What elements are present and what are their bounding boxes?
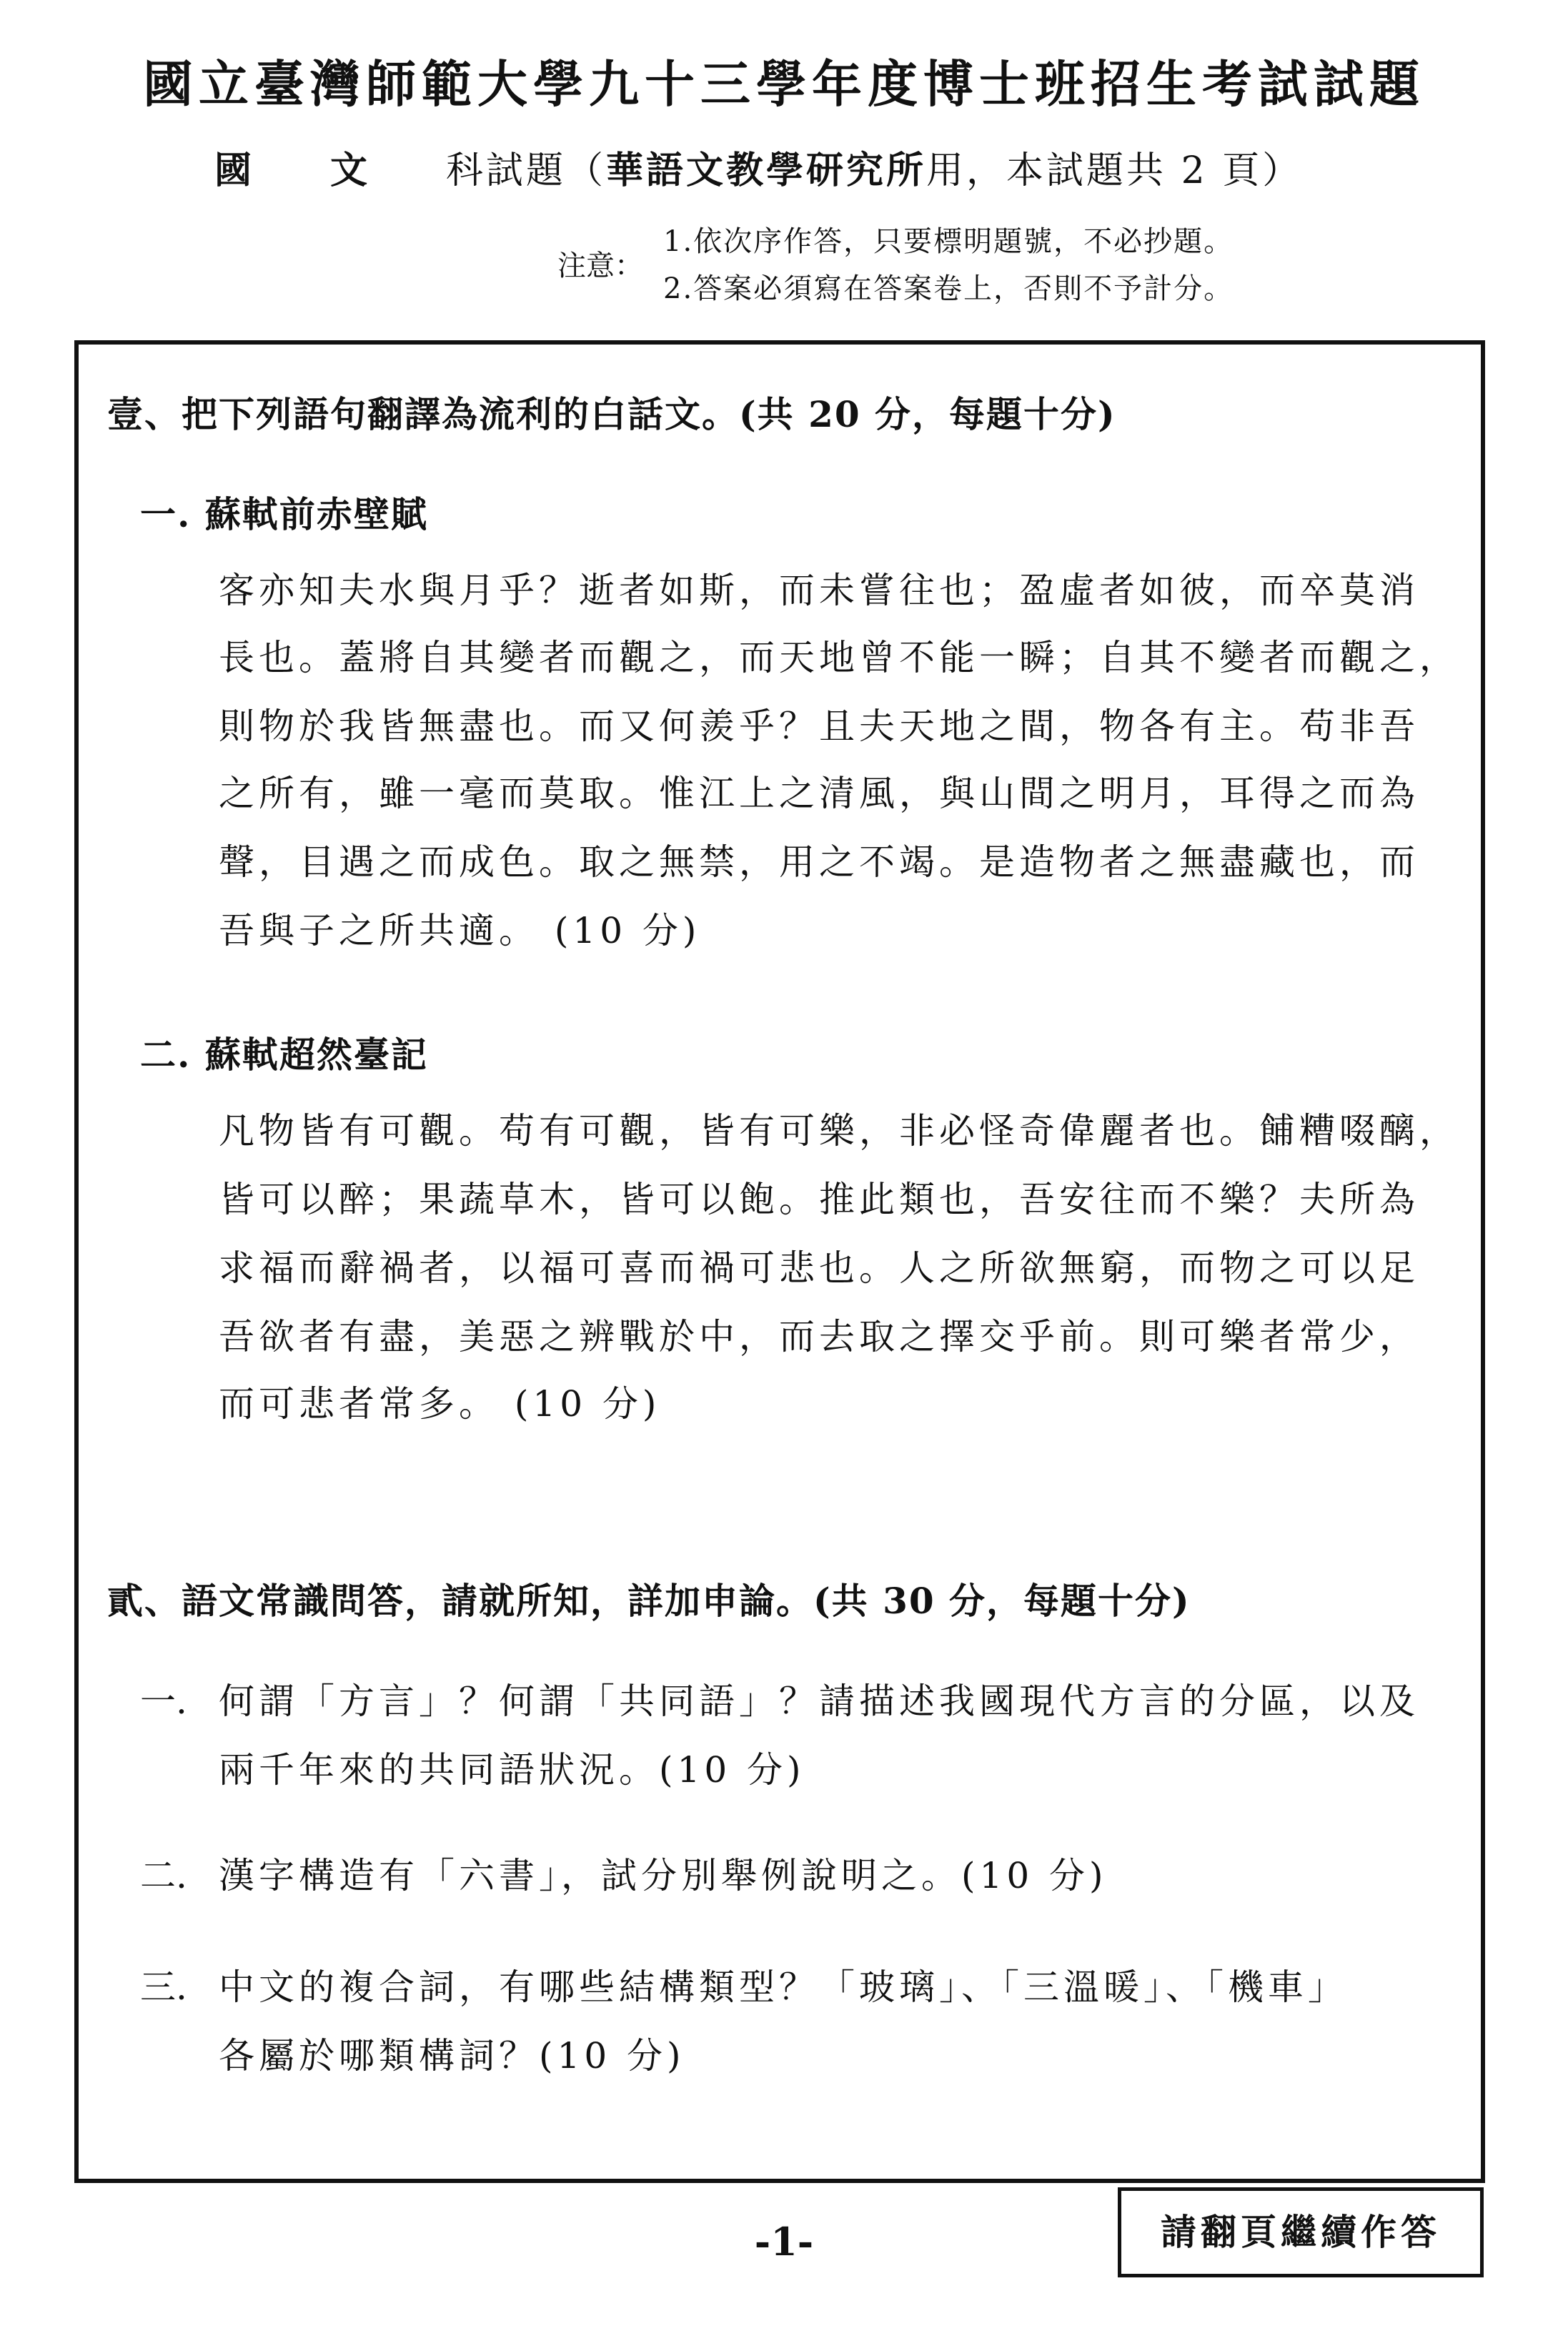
passage-line: 則物於我皆無盡也。而又何羨乎？且夫天地之間，物各有主。苟非吾 <box>219 706 1419 747</box>
passage-line: 吾欲者有盡，美惡之辨戰於中，而去取之擇交乎前。則可樂者常少， <box>219 1316 1419 1357</box>
passage-line: 而可悲者常多。 (10 分) <box>219 1383 661 1425</box>
passage-line: 凡物皆有可觀。苟有可觀，皆有可樂，非必怪奇偉麗者也。餔糟啜醨， <box>219 1110 1459 1152</box>
passage-line: 長也。蓋將自其變者而觀之，而天地曾不能一瞬；自其不變者而觀之， <box>219 637 1459 678</box>
question-line: 漢字構造有「六書」，試分別舉例說明之。(10 分) <box>219 1855 1108 1896</box>
passage-line: 求福而辭禍者，以福可喜而禍可悲也。人之所欲無窮，而物之可以足 <box>219 1247 1419 1289</box>
notice-label: 注意： <box>557 249 643 282</box>
page-number: -1- <box>754 2219 814 2265</box>
question-number: 二. <box>140 1855 187 1896</box>
question-line: 兩千年來的共同語狀況。(10 分) <box>219 1749 805 1791</box>
question-2-title: 二. 蘇軾超然臺記 <box>140 1034 428 1076</box>
turn-page-box: 請翻頁繼續作答 <box>1118 2187 1484 2277</box>
subject-name: 國文 <box>214 149 447 192</box>
notice-item: 2.答案必須寫在答案卷上，否則不予計分。 <box>663 272 1234 305</box>
question-line: 各屬於哪類構詞？(10 分) <box>219 2035 685 2077</box>
section-2-heading: 貳、語文常識問答，請就所知，詳加申論。(共 30 分，每題十分) <box>107 1580 1191 1622</box>
notice-item: 1.依次序作答，只要標明題號，不必抄題。 <box>663 225 1234 258</box>
question-number: 三. <box>140 1966 187 2008</box>
question-line: 何謂「方言」？何謂「共同語」？請描述我國現代方言的分區，以及 <box>219 1681 1419 1722</box>
exam-subtitle <box>214 140 1302 194</box>
section-1-heading: 壹、把下列語句翻譯為流利的白話文。(共 20 分，每題十分) <box>107 393 1116 435</box>
passage-line: 之所有，雖一毫而莫取。惟江上之清風，與山間之明月，耳得之而為 <box>219 773 1419 814</box>
passage-line: 吾與子之所共適。 (10 分) <box>219 910 701 951</box>
question-number: 一. <box>140 1681 187 1722</box>
question-1-title: 一. 蘇軾前赤壁賦 <box>140 493 428 535</box>
subject-suffix: 科試題（ <box>446 149 607 192</box>
question-line: 中文的複合詞，有哪些結構類型？「玻璃」、「三溫暖」、「機車」 <box>219 1966 1348 2008</box>
institute-name: 華語文教學研究所 <box>606 149 927 192</box>
pages-note: 用，本試題共 2 頁） <box>926 149 1303 192</box>
exam-title: 國立臺灣師範大學九十三學年度博士班招生考試試題 <box>143 54 1425 114</box>
passage-line: 客亦知夫水與月乎？逝者如斯，而未嘗往也；盈虛者如彼，而卒莫消 <box>219 570 1419 611</box>
passage-line: 聲，目遇之而成色。取之無禁，用之不竭。是造物者之無盡藏也，而 <box>219 841 1419 883</box>
passage-line: 皆可以醉；果蔬草木，皆可以飽。推此類也，吾安往而不樂？夫所為 <box>219 1179 1419 1220</box>
